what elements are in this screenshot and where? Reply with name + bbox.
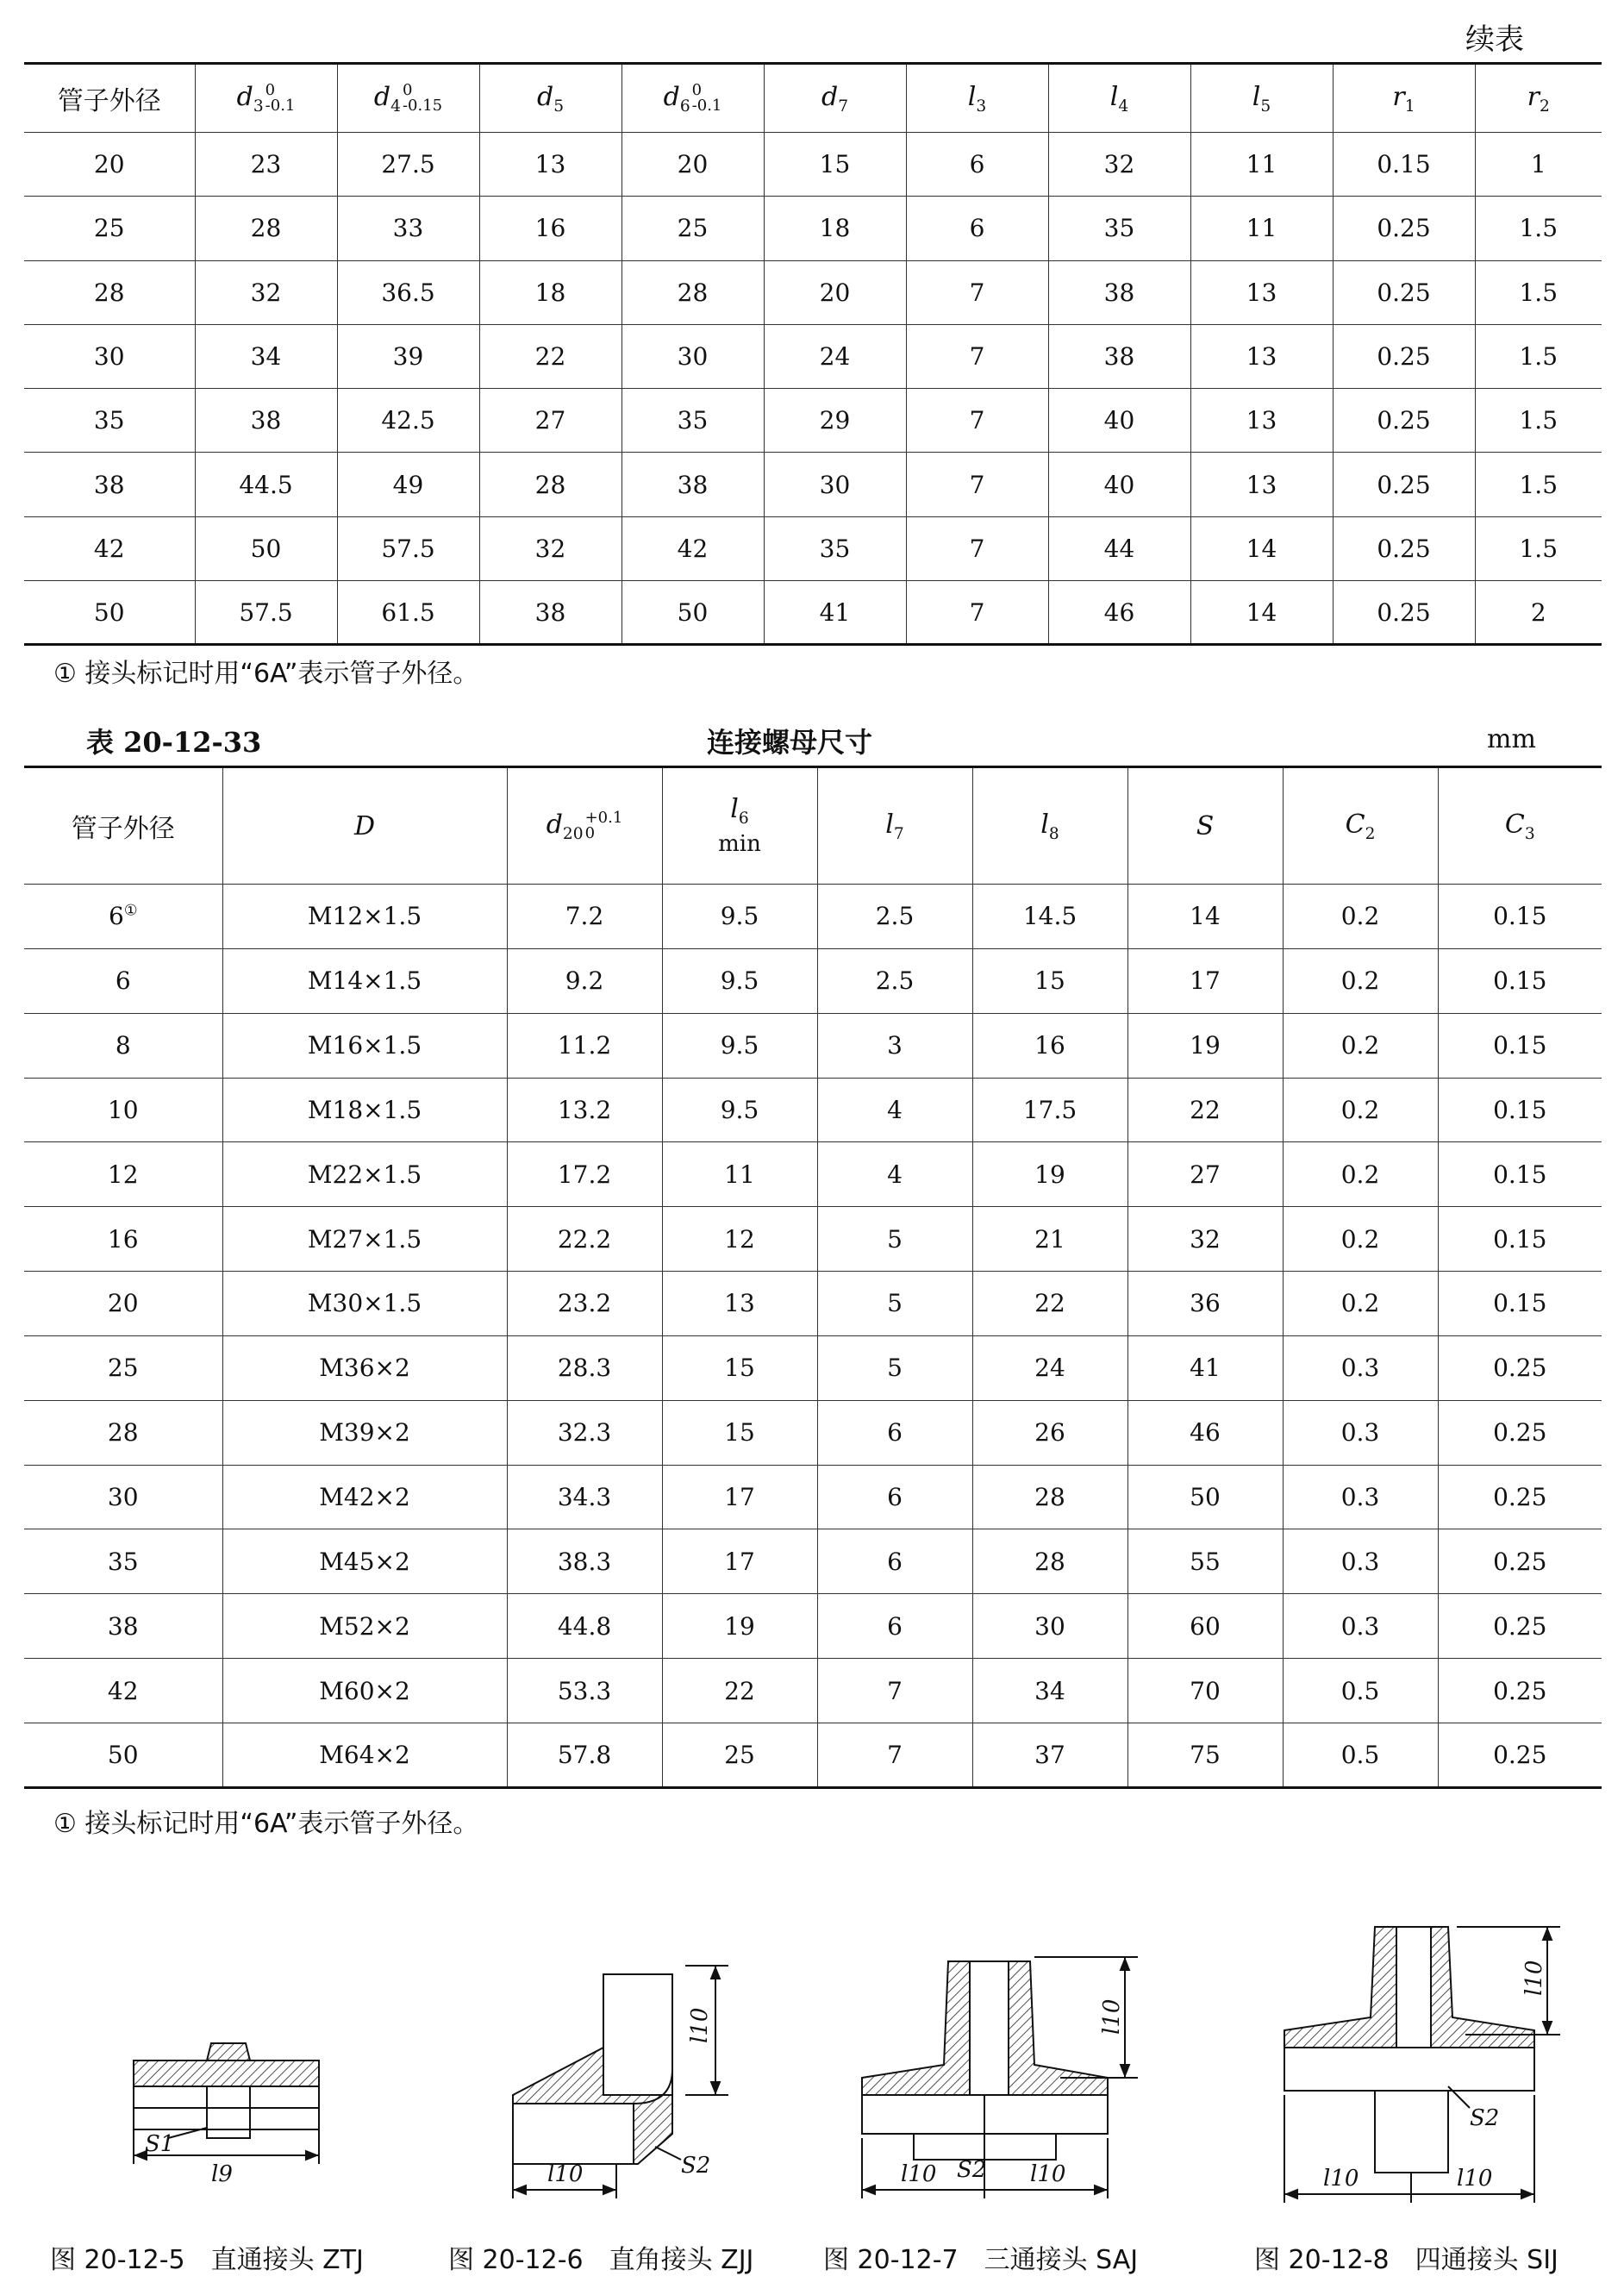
table-cell: 0.2 xyxy=(1283,1142,1438,1207)
table-cell: 6 xyxy=(817,1529,972,1594)
table-cell: 7 xyxy=(817,1723,972,1787)
table-cell: 0.2 xyxy=(1283,948,1438,1013)
table-cell: 13 xyxy=(1190,453,1333,516)
table-cell: 25 xyxy=(24,1335,222,1400)
col-header-d3: $d_30$ -0.1 xyxy=(195,64,337,133)
table-cell: 34.3 xyxy=(507,1465,662,1529)
table-cell: 0.25 xyxy=(1333,389,1475,453)
table-cell: 40 xyxy=(1048,453,1190,516)
table-body xyxy=(24,133,1602,645)
col-header-S: S xyxy=(1127,767,1283,885)
table-cell: 0.25 xyxy=(1333,453,1475,516)
table-cell: 0.5 xyxy=(1283,1723,1438,1787)
table-cell: 30 xyxy=(621,324,764,388)
table-row xyxy=(24,260,1602,324)
table-cell: 20 xyxy=(764,260,906,324)
table-cell: 0.15 xyxy=(1438,1142,1602,1207)
table-cell: 1 xyxy=(1475,133,1602,197)
table-cell: M52×2 xyxy=(222,1594,507,1659)
connecting-nut-dimension-table xyxy=(24,766,1602,1789)
table-row xyxy=(24,1142,1602,1207)
table-cell: 28.3 xyxy=(507,1335,662,1400)
col-header-d4: $d_40$ -0.15 xyxy=(337,64,479,133)
table-cell: 0.3 xyxy=(1283,1400,1438,1465)
table-cell: 32 xyxy=(1048,133,1190,197)
col-header-r2: $r_2$ xyxy=(1475,64,1602,133)
table-cell: 0.3 xyxy=(1283,1529,1438,1594)
table-cell: 27 xyxy=(479,389,621,453)
table-cell: 0.3 xyxy=(1283,1465,1438,1529)
table-cell: 9.5 xyxy=(662,1078,817,1142)
table-cell: 0.2 xyxy=(1283,1078,1438,1142)
table-cell: 32.3 xyxy=(507,1400,662,1465)
table-cell: 13 xyxy=(1190,324,1333,388)
table-cell: 15 xyxy=(764,133,906,197)
col-header-l8: $l_8$ xyxy=(972,767,1127,885)
table-cell: 10 xyxy=(24,1078,222,1142)
fig3-label-l: l10 xyxy=(901,2161,937,2187)
table-cell: 28 xyxy=(972,1465,1127,1529)
table-row xyxy=(24,1013,1602,1078)
table-cell: 3 xyxy=(817,1013,972,1078)
table-cell: 34 xyxy=(195,324,337,388)
table-cell: 0.25 xyxy=(1438,1594,1602,1659)
fig2-label-l: l10 xyxy=(547,2161,584,2187)
footnote-mark: ① xyxy=(123,903,138,921)
table-cell: 0.25 xyxy=(1438,1400,1602,1465)
table-cell: 38.3 xyxy=(507,1529,662,1594)
table-cell: M60×2 xyxy=(222,1659,507,1723)
table-cell: 0.5 xyxy=(1283,1659,1438,1723)
table-cell: 13 xyxy=(662,1272,817,1336)
table-cell: 1.5 xyxy=(1475,197,1602,260)
table-cell: 21 xyxy=(972,1207,1127,1272)
table-row xyxy=(24,948,1602,1013)
table-cell: 11 xyxy=(662,1142,817,1207)
table-row xyxy=(24,197,1602,260)
table-row xyxy=(24,1400,1602,1465)
table-cell: 33 xyxy=(337,197,479,260)
table-header-row xyxy=(24,64,1602,133)
table2-number: 表 20-12-33 xyxy=(86,726,262,759)
table-row xyxy=(24,453,1602,516)
table-cell: 42 xyxy=(621,516,764,580)
table-cell: 13.2 xyxy=(507,1078,662,1142)
table-cell: 2.5 xyxy=(817,885,972,949)
table-cell: 7 xyxy=(906,260,1048,324)
table-cell: 23.2 xyxy=(507,1272,662,1336)
table-cell: 15 xyxy=(972,948,1127,1013)
table-cell: 11 xyxy=(1190,133,1333,197)
table-cell: 1.5 xyxy=(1475,453,1602,516)
table-cell: 36 xyxy=(1127,1272,1283,1336)
table-cell: 7 xyxy=(906,453,1048,516)
table-cell: 20 xyxy=(24,1272,222,1336)
table-cell: 30 xyxy=(24,1465,222,1529)
fig4-label-l2: l10 xyxy=(1457,2166,1493,2192)
table-cell: 7 xyxy=(906,581,1048,645)
table-cell: 0.3 xyxy=(1283,1335,1438,1400)
table-cell: 35 xyxy=(764,516,906,580)
figure-caption: 图 20-12-8 四通接头 SIJ xyxy=(1254,2245,1558,2275)
table-cell: 34 xyxy=(972,1659,1127,1723)
table-cell: 0.25 xyxy=(1333,324,1475,388)
col-header-d6: $d_60$ -0.1 xyxy=(621,64,764,133)
table-cell: 35 xyxy=(1048,197,1190,260)
table-cell: 24 xyxy=(972,1335,1127,1400)
table-cell: 28 xyxy=(195,197,337,260)
table-cell: 8 xyxy=(24,1013,222,1078)
table-cell: 9.5 xyxy=(662,1013,817,1078)
table-row xyxy=(24,1659,1602,1723)
table-cell: 0.25 xyxy=(1333,516,1475,580)
fig4-label-l: l10 xyxy=(1323,2166,1359,2192)
table-cell: 61.5 xyxy=(337,581,479,645)
table-cell: 12 xyxy=(24,1142,222,1207)
table-cell: 11.2 xyxy=(507,1013,662,1078)
table-cell: 0.2 xyxy=(1283,1207,1438,1272)
col-header-l7: $l_7$ xyxy=(817,767,972,885)
table-cell: 22 xyxy=(662,1659,817,1723)
table-cell: 5 xyxy=(817,1207,972,1272)
table-cell: 49 xyxy=(337,453,479,516)
table-cell: 38 xyxy=(621,453,764,516)
table-cell: 0.2 xyxy=(1283,1272,1438,1336)
fig4-label-v: l10 xyxy=(1521,1960,1547,1996)
table-cell: 38 xyxy=(1048,260,1190,324)
table-row xyxy=(24,1335,1602,1400)
table-cell: 6 xyxy=(906,197,1048,260)
table-row xyxy=(24,516,1602,580)
table-cell: 19 xyxy=(662,1594,817,1659)
table-cell: 39 xyxy=(337,324,479,388)
table-cell: 6 xyxy=(817,1400,972,1465)
table-cell: 17 xyxy=(1127,948,1283,1013)
table-cell: 0.15 xyxy=(1438,1207,1602,1272)
table-cell: M12×1.5 xyxy=(222,885,507,949)
table-cell: 0.2 xyxy=(1283,1013,1438,1078)
table-cell: 0.3 xyxy=(1283,1594,1438,1659)
table-cell: 0.15 xyxy=(1438,1272,1602,1336)
col-header-C2: $C_2$ xyxy=(1283,767,1438,885)
table-cell: 29 xyxy=(764,389,906,453)
col-header-pipe-od: 管子外径 xyxy=(24,767,222,885)
table-cell: 44.8 xyxy=(507,1594,662,1659)
col-header-d5: $d_5$ xyxy=(479,64,621,133)
table-cell: 75 xyxy=(1127,1723,1283,1787)
table-cell: 25 xyxy=(662,1723,817,1787)
table-cell: 35 xyxy=(24,1529,222,1594)
table-cell: 14 xyxy=(1190,581,1333,645)
table-cell: 22.2 xyxy=(507,1207,662,1272)
col-header-r1: $r_1$ xyxy=(1333,64,1475,133)
table-cell: 41 xyxy=(764,581,906,645)
table-cell: 35 xyxy=(621,389,764,453)
table-cell: 9.2 xyxy=(507,948,662,1013)
table-cell: 32 xyxy=(479,516,621,580)
table-cell: 6 xyxy=(817,1594,972,1659)
table-cell: 17 xyxy=(662,1465,817,1529)
table1-footnote: ① 接头标记时用“6A”表示管子外径。 xyxy=(53,659,479,689)
table-row xyxy=(24,1594,1602,1659)
table-cell: 35 xyxy=(24,389,195,453)
fig1-label-l: l9 xyxy=(211,2161,233,2187)
table-cell: 18 xyxy=(479,260,621,324)
continued-label: 续表 xyxy=(1465,22,1524,57)
table-cell: M64×2 xyxy=(222,1723,507,1787)
fig3-label-v: l10 xyxy=(1099,1998,1125,2035)
table-cell: 42.5 xyxy=(337,389,479,453)
table-cell: 36.5 xyxy=(337,260,479,324)
col-header-pipe-od: 管子外径 xyxy=(24,64,195,133)
table-cell: 13 xyxy=(1190,260,1333,324)
table-cell: 55 xyxy=(1127,1529,1283,1594)
table-cell: 9.5 xyxy=(662,948,817,1013)
table-cell: 0.15 xyxy=(1438,1078,1602,1142)
table-cell: 22 xyxy=(479,324,621,388)
table-cell: 1.5 xyxy=(1475,389,1602,453)
table-cell: 57.8 xyxy=(507,1723,662,1787)
table-cell: 17.5 xyxy=(972,1078,1127,1142)
table-cell: M22×1.5 xyxy=(222,1142,507,1207)
table-cell: 0.25 xyxy=(1333,197,1475,260)
table-row xyxy=(24,1529,1602,1594)
table-cell: 11 xyxy=(1190,197,1333,260)
col-header-d7: $d_7$ xyxy=(764,64,906,133)
table-cell: 14 xyxy=(1127,885,1283,949)
table-cell: 6 xyxy=(906,133,1048,197)
fig2-label-s: S2 xyxy=(681,2153,711,2179)
col-header-l3: $l_3$ xyxy=(906,64,1048,133)
table-cell: 38 xyxy=(24,1594,222,1659)
figure-caption: 图 20-12-6 直角接头 ZJJ xyxy=(448,2245,754,2275)
table-cell: 50 xyxy=(195,516,337,580)
table-cell: 50 xyxy=(1127,1465,1283,1529)
table-cell: 7 xyxy=(906,516,1048,580)
table-cell: 28 xyxy=(24,1400,222,1465)
table-cell: 19 xyxy=(972,1142,1127,1207)
table-cell: 57.5 xyxy=(195,581,337,645)
fig3-label-l2: l10 xyxy=(1030,2161,1066,2187)
table-cell: 23 xyxy=(195,133,337,197)
table-cell: 30 xyxy=(24,324,195,388)
table-cell: 4 xyxy=(817,1078,972,1142)
table-cell: 50 xyxy=(24,581,195,645)
table-cell: 0.25 xyxy=(1438,1335,1602,1400)
table-cell: 0.25 xyxy=(1438,1723,1602,1787)
table-cell: 14.5 xyxy=(972,885,1127,949)
table-cell: 17 xyxy=(662,1529,817,1594)
table-cell: 26 xyxy=(972,1400,1127,1465)
table-cell: 41 xyxy=(1127,1335,1283,1400)
table-row xyxy=(24,1272,1602,1336)
table-cell: M42×2 xyxy=(222,1465,507,1529)
cross-fitting-drawing xyxy=(1284,1927,1560,2203)
table-cell: 15 xyxy=(662,1400,817,1465)
table-cell: 0.25 xyxy=(1438,1529,1602,1594)
table2-footnote: ① 接头标记时用“6A”表示管子外径。 xyxy=(53,1809,479,1839)
table-cell: M18×1.5 xyxy=(222,1078,507,1142)
table-cell: 6 xyxy=(24,948,222,1013)
table-cell: M45×2 xyxy=(222,1529,507,1594)
fig1-label-s: S1 xyxy=(145,2131,175,2157)
table-cell: 25 xyxy=(24,197,195,260)
table-cell: 2 xyxy=(1475,581,1602,645)
table-cell: 15 xyxy=(662,1335,817,1400)
table-cell: 38 xyxy=(195,389,337,453)
table-cell: 0.25 xyxy=(1333,260,1475,324)
table-body xyxy=(24,885,1602,1788)
table-cell: 38 xyxy=(24,453,195,516)
table-cell: 16 xyxy=(24,1207,222,1272)
table-cell: 28 xyxy=(479,453,621,516)
col-header-C3: $C_3$ xyxy=(1438,767,1602,885)
table-cell: 0.15 xyxy=(1438,1013,1602,1078)
table-cell: 19 xyxy=(1127,1013,1283,1078)
table-cell: 0.25 xyxy=(1333,581,1475,645)
table-row xyxy=(24,885,1602,949)
table-cell: 30 xyxy=(972,1594,1127,1659)
col-header-l6: $l_6$ min xyxy=(662,767,817,885)
table-cell: 28 xyxy=(621,260,764,324)
table-cell: M16×1.5 xyxy=(222,1013,507,1078)
col-header-l4: $l_4$ xyxy=(1048,64,1190,133)
table-cell: 0.15 xyxy=(1438,948,1602,1013)
table-cell: 60 xyxy=(1127,1594,1283,1659)
table2-title: 连接螺母尺寸 xyxy=(707,726,873,759)
table-cell: 0.2 xyxy=(1283,885,1438,949)
pipe-fitting-dimension-table xyxy=(24,62,1602,646)
table-cell: 32 xyxy=(195,260,337,324)
col-header-l5: $l_5$ xyxy=(1190,64,1333,133)
fitting-figures xyxy=(0,1897,1624,2233)
table-cell: 50 xyxy=(621,581,764,645)
table-row xyxy=(24,1207,1602,1272)
table-cell: 7 xyxy=(906,389,1048,453)
table-cell: 7 xyxy=(817,1659,972,1723)
table-cell: 27 xyxy=(1127,1142,1283,1207)
table-cell: 42 xyxy=(24,1659,222,1723)
table-cell: 22 xyxy=(972,1272,1127,1336)
table-cell: 2.5 xyxy=(817,948,972,1013)
table-cell: 38 xyxy=(479,581,621,645)
table-cell: 50 xyxy=(24,1723,222,1787)
table-cell: 46 xyxy=(1048,581,1190,645)
table-cell: M27×1.5 xyxy=(222,1207,507,1272)
table-cell: 20 xyxy=(24,133,195,197)
table-cell: 1.5 xyxy=(1475,260,1602,324)
table-cell: 17.2 xyxy=(507,1142,662,1207)
table-cell: 28 xyxy=(24,260,195,324)
table-header-row xyxy=(24,767,1602,885)
table-cell: 18 xyxy=(764,197,906,260)
table-cell: 30 xyxy=(764,453,906,516)
table-cell: 22 xyxy=(1127,1078,1283,1142)
table-cell: 5 xyxy=(817,1335,972,1400)
table-cell: 27.5 xyxy=(337,133,479,197)
table-cell: 4 xyxy=(817,1142,972,1207)
table-cell: 42 xyxy=(24,516,195,580)
fig2-label-v: l10 xyxy=(687,2007,713,2043)
table-cell: M39×2 xyxy=(222,1400,507,1465)
table-row xyxy=(24,1465,1602,1529)
table-cell: 13 xyxy=(479,133,621,197)
table-cell: 37 xyxy=(972,1723,1127,1787)
table-cell: 28 xyxy=(972,1529,1127,1594)
table-cell: 7.2 xyxy=(507,885,662,949)
table-cell: 32 xyxy=(1127,1207,1283,1272)
table-row xyxy=(24,581,1602,645)
table-cell: 38 xyxy=(1048,324,1190,388)
table-row xyxy=(24,1078,1602,1142)
table-cell: 14 xyxy=(1190,516,1333,580)
table-cell: 57.5 xyxy=(337,516,479,580)
table-cell: 44.5 xyxy=(195,453,337,516)
table-cell: M36×2 xyxy=(222,1335,507,1400)
table-cell: 16 xyxy=(972,1013,1127,1078)
table-cell: 44 xyxy=(1048,516,1190,580)
table-cell: 20 xyxy=(621,133,764,197)
table-cell: 13 xyxy=(1190,389,1333,453)
table-cell: 0.25 xyxy=(1438,1659,1602,1723)
table-cell: 6① xyxy=(24,885,222,949)
table-cell: 0.25 xyxy=(1438,1465,1602,1529)
table-cell: 16 xyxy=(479,197,621,260)
figure-caption: 图 20-12-7 三通接头 SAJ xyxy=(823,2245,1139,2275)
table-cell: 12 xyxy=(662,1207,817,1272)
table-cell: 7 xyxy=(906,324,1048,388)
table-cell: 25 xyxy=(621,197,764,260)
fig3-label-s: S2 xyxy=(957,2157,987,2183)
table-cell: 1.5 xyxy=(1475,324,1602,388)
fig4-label-s: S2 xyxy=(1470,2105,1500,2131)
table-cell: M30×1.5 xyxy=(222,1272,507,1336)
table-cell: 6 xyxy=(817,1465,972,1529)
col-header-D: D xyxy=(222,767,507,885)
table-row xyxy=(24,133,1602,197)
table-cell: 24 xyxy=(764,324,906,388)
table-row xyxy=(24,1723,1602,1787)
table-cell: 0.15 xyxy=(1438,885,1602,949)
table-cell: 46 xyxy=(1127,1400,1283,1465)
table-cell: 1.5 xyxy=(1475,516,1602,580)
table2-unit: mm xyxy=(1487,724,1536,754)
table-row xyxy=(24,324,1602,388)
figure-caption: 图 20-12-5 直通接头 ZTJ xyxy=(50,2245,364,2275)
table-row xyxy=(24,389,1602,453)
table-cell: M14×1.5 xyxy=(222,948,507,1013)
col-header-d20: $d_{20}+0.1$ 0 xyxy=(507,767,662,885)
table-cell: 5 xyxy=(817,1272,972,1336)
table-cell: 40 xyxy=(1048,389,1190,453)
table-cell: 53.3 xyxy=(507,1659,662,1723)
table-cell: 9.5 xyxy=(662,885,817,949)
table-cell: 0.15 xyxy=(1333,133,1475,197)
table-cell: 70 xyxy=(1127,1659,1283,1723)
